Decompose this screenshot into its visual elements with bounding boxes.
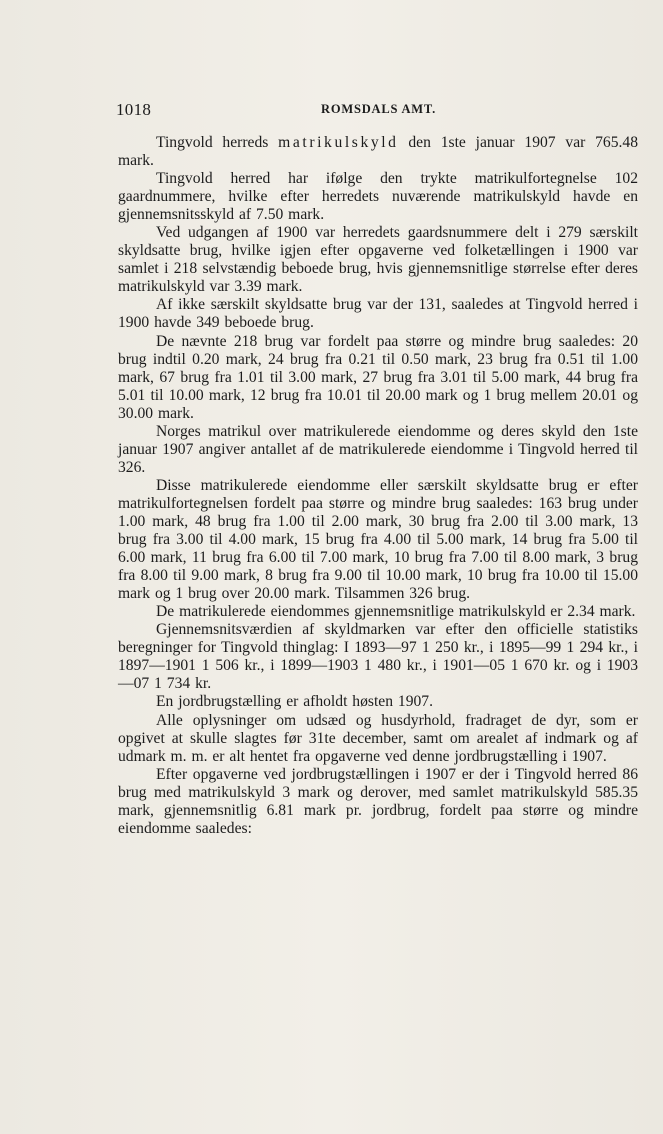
paragraph-gjennemsnit-skyld: De matrikulerede eiendommes gjennemsnitlige matrikulskyld er 2.34 mark.: [156, 603, 636, 621]
paragraph-rest: den 1ste januar 1907 var 765.48 mark.: [118, 134, 638, 170]
paragraph-opgaverne-1907: Efter opgaverne ved jordbrugstællingen i 1907 er der i Tingvold herred 86 brug med matrikulskyld 3 mark og derover, med samlet matrikulskyld 585.35 mark, gjennemsnitlig 6.81 mark pr. jordbrug, fordelt paa større og mindre eiendomme saaledes:: [118, 765, 638, 837]
emphasized-term: matrikulskyld: [278, 134, 399, 151]
paragraph-skyldmark-vaerdi: Gjennemsnitsværdien af skyldmarken var efter den officielle statistiks beregninger for Tingvold thinglag: I 1893—97 1 250 kr., i 1895—99 1 294 kr., i 1897—1901 1 506 kr., i 1899—1903 1 480 kr., i 1901—05 1 670 kr. og i 1903—07 1 734 kr.: [118, 621, 638, 693]
body-text: [118, 134, 638, 838]
paragraph-gaardnummere: Tingvold herred har ifølge den trykte matrikulfortegnelse 102 gaardnummere, hvilke efter herredets nuværende matrikulskyld havde en gjennemsnitsskyld af 7.50 mark.: [118, 170, 638, 224]
paragraph-udgangen-1900: Ved udgangen af 1900 var herredets gaardsnummere delt i 279 særskilt skyldsatte brug, hvilke igjen efter opgaverne ved folketællingen i 1900 var samlet i 218 selvstændig beboede brug, hvis gjennemsnitlige størrelse efter deres matrikulskyld var 3.39 mark.: [118, 224, 638, 296]
page-number: 1018: [116, 100, 152, 119]
paragraph-ikke-skyldsatte: Af ikke særskilt skyldsatte brug var der 131, saaledes at Tingvold herred i 1900 havde 349 beboede brug.: [118, 296, 638, 332]
paragraph-lead: Tingvold herreds: [156, 134, 279, 151]
paragraph-oplysninger: Alle oplysninger om udsæd og husdyrhold, fradraget de dyr, som er opgivet at skulle slagtes før 31te december, samt om arealet af indmark og af udmark m. m. er alt hentet fra opgaverne ved denne jordbrugstælling i 1907.: [118, 711, 638, 765]
paragraph-fordeling-1900: De nævnte 218 brug var fordelt paa større og mindre brug saaledes: 20 brug indtil 0.20 mark, 24 brug fra 0.21 til 0.50 mark, 23 brug fra 0.51 til 1.00 mark, 67 brug fra 1.01 til 3.00 mark, 27 brug fra 3.01 til 5.00 mark, 44 brug fra 5.01 til 10.00 mark, 12 brug fra 10.01 til 20.00 mark og 1 brug mellem 20.01 og 30.00 mark.: [118, 332, 638, 422]
paragraph-norges-matrikul: Norges matrikul over matrikulerede eiendomme og deres skyld den 1ste januar 1907 angiver antallet af de matrikulerede eiendomme i Tingvold herred til 326.: [118, 422, 638, 476]
paragraph-matrikulskyld: [118, 134, 638, 170]
paragraph-jordbrugstaelling: En jordbrugstælling er afholdt høsten 1907.: [156, 693, 433, 711]
page-header: [116, 100, 638, 122]
running-head: ROMSDALS AMT.: [321, 102, 437, 116]
paragraph-fordeling-matrikul: Disse matrikulerede eiendomme eller særskilt skyldsatte brug er efter matrikulfortegnelsen fordelt paa større og mindre brug saaledes: 163 brug under 1.00 mark, 48 brug fra 1.00 til 2.00 mark, 30 brug fra 2.00 til 3.00 mark, 13 brug fra 3.00 til 4.00 mark, 15 brug fra 4.00 til 5.00 mark, 14 brug fra 5.00 til 6.00 mark, 11 brug fra 6.00 til 7.00 mark, 10 brug fra 7.00 til 8.00 mark, 3 brug fra 8.00 til 9.00 mark, 8 brug fra 9.00 til 10.00 mark, 10 brug fra 10.00 til 15.00 mark og 1 brug over 20.00 mark. Tilsammen 326 brug.: [118, 476, 638, 603]
